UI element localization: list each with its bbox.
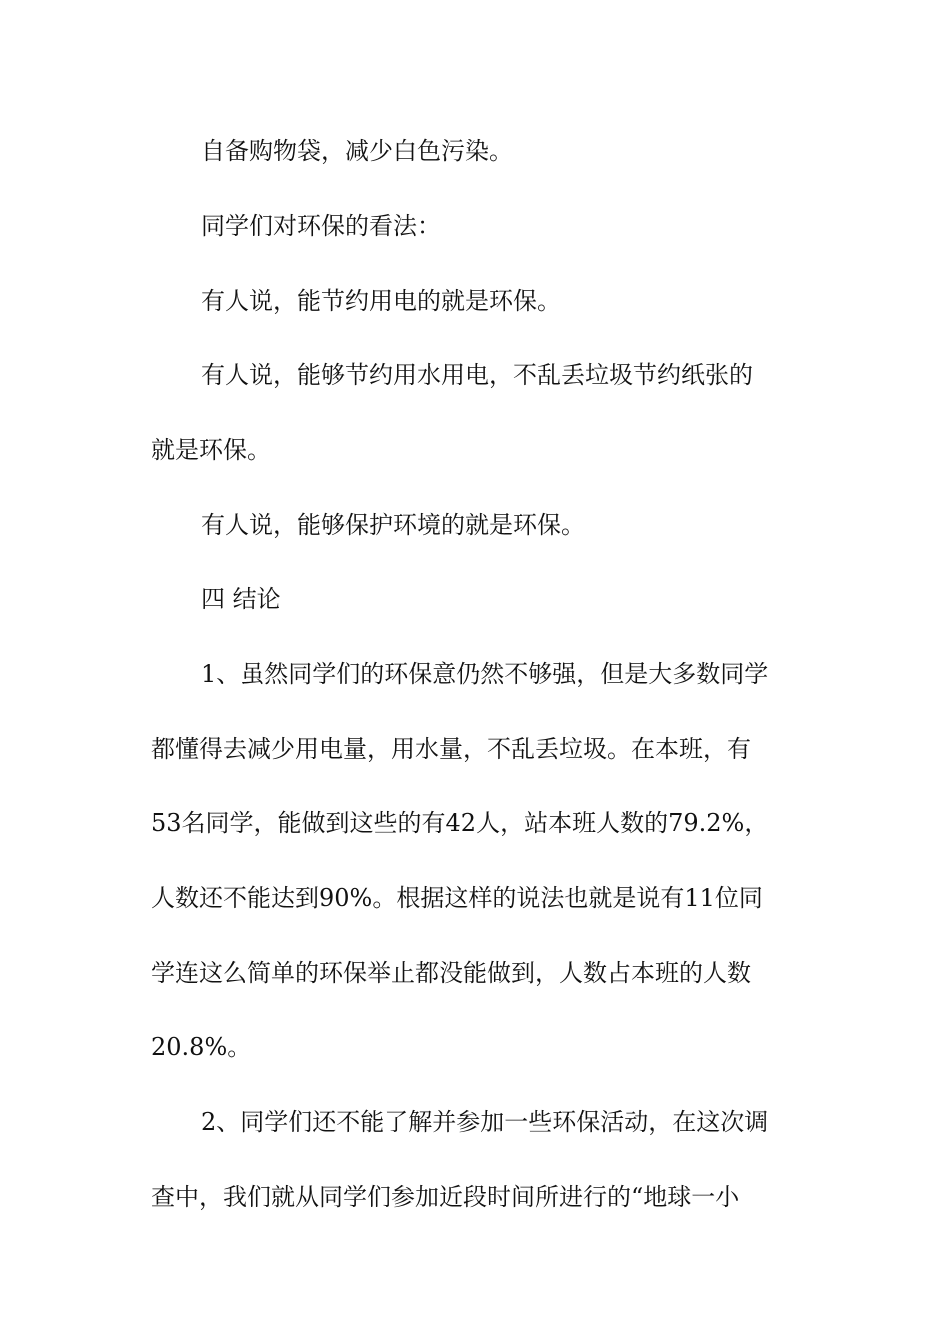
- text-line: 2、同学们还不能了解并参加一些环保活动，在这次调: [201, 1108, 769, 1136]
- section-heading: 四 结论: [201, 585, 281, 613]
- text-line: 人数还不能达到90%。根据这样的说法也就是说有11位同: [151, 884, 763, 912]
- text-line: 有人说，能够节约用水用电，不乱丢垃圾节约纸张的: [201, 361, 753, 389]
- text-line: 都懂得去减少用电量，用水量，不乱丢垃圾。在本班，有: [151, 735, 751, 763]
- text-line: 学连这么简单的环保举止都没能做到，人数占本班的人数: [151, 959, 751, 987]
- text-line: 就是环保。: [151, 436, 271, 464]
- text-line: 53名同学，能做到这些的有42人，站本班人数的79.2%，: [151, 809, 769, 837]
- text-line: 自备购物袋，减少白色污染。: [201, 137, 513, 165]
- text-line: 有人说，能节约用电的就是环保。: [201, 287, 561, 315]
- text-line: 20.8%。: [151, 1033, 252, 1061]
- text-line: 有人说，能够保护环境的就是环保。: [201, 511, 585, 539]
- text-line: 同学们对环保的看法：: [201, 212, 441, 240]
- text-line: 1、虽然同学们的环保意仍然不够强，但是大多数同学: [201, 660, 769, 688]
- text-line: 查中，我们就从同学们参加近段时间所进行的“地球一小: [151, 1183, 740, 1211]
